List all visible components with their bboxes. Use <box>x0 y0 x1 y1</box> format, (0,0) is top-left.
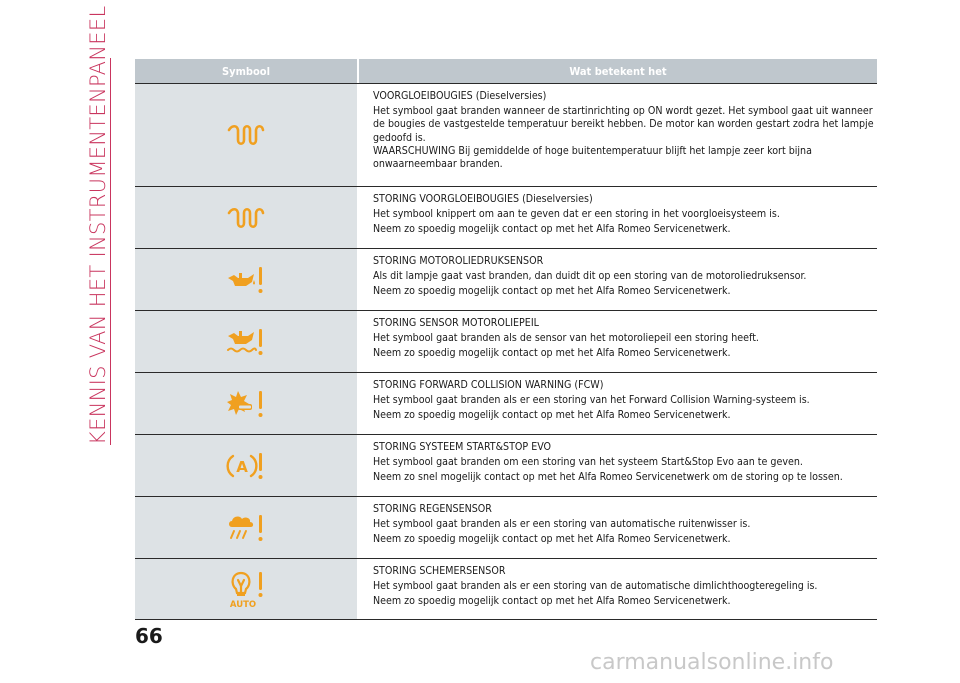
fcw-fault-icon <box>226 388 266 420</box>
auto-label: AUTO <box>229 600 257 609</box>
row-description: Het symbool gaat branden wanneer de startinrichting op ON wordt gezet. Het symbool gaat uit wanneer de bougies de vastgestelde temperatuur bereikt hebben. De motor kan worden gestart zodra het lampje gedoofd is. <box>373 105 874 144</box>
oil-pressure-sensor-fault-icon <box>226 264 266 296</box>
table-row <box>135 249 877 311</box>
row-title: STORING SCHEMERSENSOR <box>373 565 506 577</box>
section-title-vertical: KENNIS VAN HET INSTRUMENTENPANEEL <box>86 5 110 445</box>
oil-level-sensor-fault-icon <box>226 326 266 358</box>
start-stop-fault-icon <box>226 450 266 482</box>
row-note: Neem zo spoedig mogelijk contact op met het Alfa Romeo Servicenetwerk. <box>373 347 731 360</box>
row-note: Neem zo snel mogelijk contact op met het Alfa Romeo Servicenetwerk om de storing op te lossen. <box>373 471 843 484</box>
row-note: Neem zo spoedig mogelijk contact op met het Alfa Romeo Servicenetwerk. <box>373 595 731 608</box>
twilight-sensor-fault-icon <box>226 569 266 609</box>
table-row <box>135 559 877 620</box>
row-title: STORING SENSOR MOTOROLIEPEIL <box>373 317 539 329</box>
row-note: Neem zo spoedig mogelijk contact op met het Alfa Romeo Servicenetwerk. <box>373 533 731 546</box>
row-title: STORING REGENSENSOR <box>373 503 492 515</box>
row-description: Het symbool gaat branden als er een storing van automatische ruitenwisser is. <box>373 518 751 531</box>
row-title: STORING SYSTEEM START&STOP EVO <box>373 441 552 453</box>
row-description: Het symbool knippert om aan te geven dat er een storing in het voorgloeisysteem is. <box>373 208 780 221</box>
glow-plug-icon <box>226 122 266 148</box>
row-note: Neem zo spoedig mogelijk contact op met het Alfa Romeo Servicenetwerk. <box>373 285 731 298</box>
section-rule <box>110 58 111 445</box>
row-title: STORING MOTOROLIEDRUKSENSOR <box>373 255 544 267</box>
header-symbol: Symbool <box>222 64 270 78</box>
row-title: VOORGLOEIBOUGIES (Dieselversies) <box>373 90 547 102</box>
row-title: STORING FORWARD COLLISION WARNING (FCW) <box>373 379 604 391</box>
row-title: STORING VOORGLOEIBOUGIES (Dieselversies) <box>373 193 593 205</box>
row-description: Het symbool gaat branden als er een storing van het Forward Collision Warning-systeem is. <box>373 394 810 407</box>
row-note: Neem zo spoedig mogelijk contact op met het Alfa Romeo Servicenetwerk. <box>373 409 731 422</box>
table-row <box>135 84 877 187</box>
glow-plug-fault-icon <box>226 205 266 231</box>
table-row <box>135 373 877 435</box>
page-number: 66 <box>135 624 163 648</box>
table-header <box>135 59 877 84</box>
row-description: Het symbool gaat branden om een storing van het systeem Start&Stop Evo aan te geven. <box>373 456 803 469</box>
symbol-table <box>135 59 877 620</box>
row-description: Als dit lampje gaat vast branden, dan duidt dit op een storing van de motoroliedruksensor. <box>373 270 807 283</box>
table-row <box>135 311 877 373</box>
table-row <box>135 187 877 249</box>
row-note: Neem zo spoedig mogelijk contact op met het Alfa Romeo Servicenetwerk. <box>373 223 731 236</box>
table-row <box>135 497 877 559</box>
table-row <box>135 435 877 497</box>
watermark: carmanualsonline.info <box>590 650 834 675</box>
rain-sensor-fault-icon <box>226 512 266 544</box>
row-description: Het symbool gaat branden als er een storing van de automatische dimlichthoogteregeling is. <box>373 580 818 593</box>
row-note: WAARSCHUWING Bij gemiddelde of hoge buitentemperatuur blijft het lampje zeer kort bijna onwaarneembaar branden. <box>373 144 812 171</box>
svg-text:A: A <box>236 457 248 476</box>
header-meaning: Wat betekent het <box>357 59 877 83</box>
row-description: Het symbool gaat branden als de sensor van het motoroliepeil een storing heeft. <box>373 332 759 345</box>
